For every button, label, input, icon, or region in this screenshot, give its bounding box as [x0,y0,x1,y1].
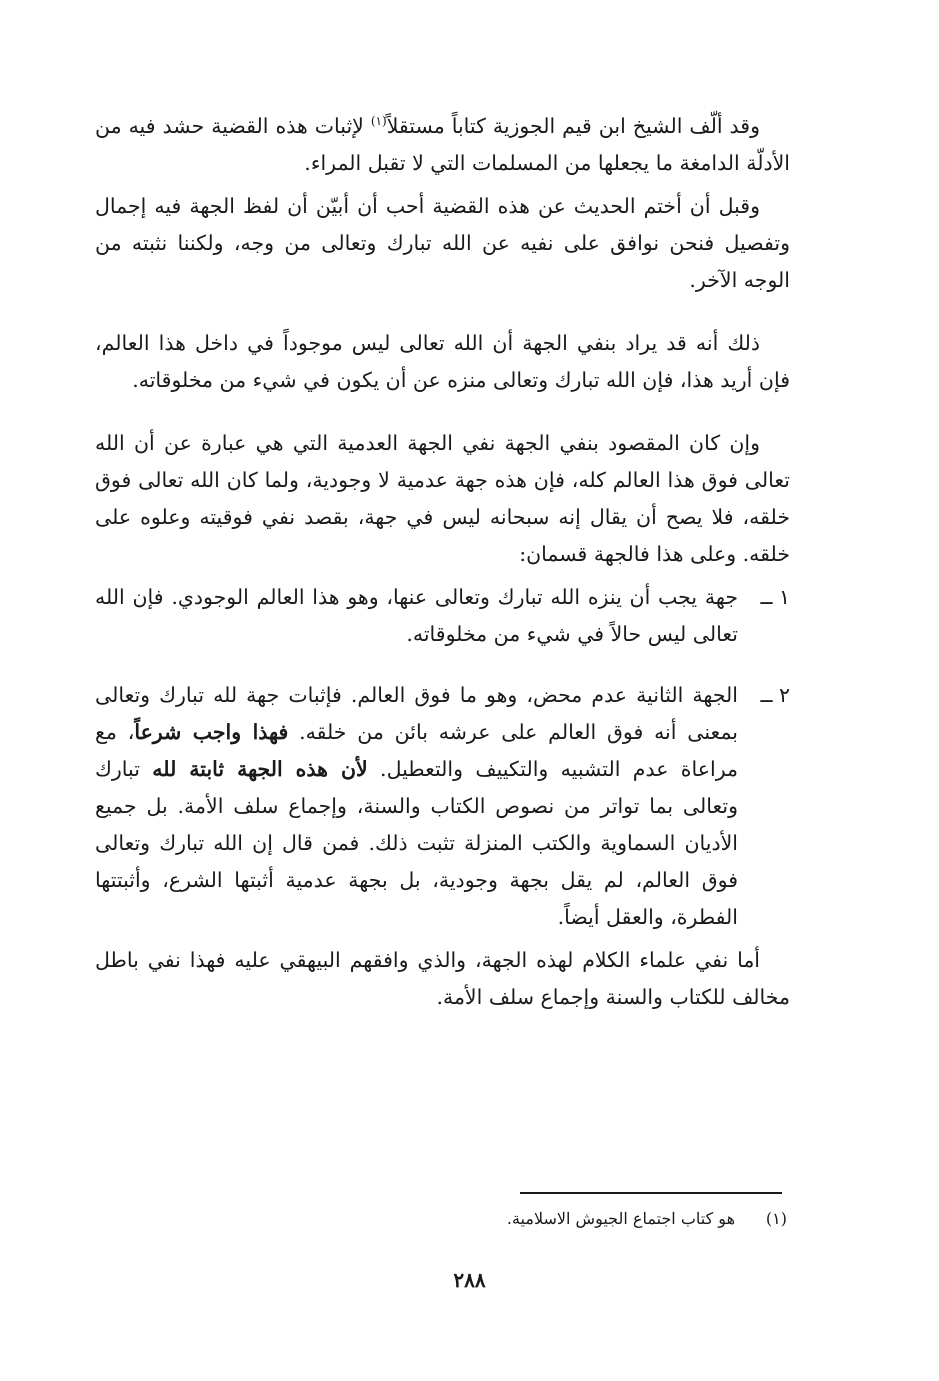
footnote-number: (١) [765,1209,787,1228]
paragraph-4: وإن كان المقصود بنفي الجهة نفي الجهة العدمية التي هي عبارة عن أن الله تعالى فوق هذا العالم كله، فإن هذه جهة عدمية لا وجودية، ولما كان الله تعالى فوق خلقه، فلا يصح أن يقال إنه سبحانه ليس في جهة، بقصد نفي فوقيته وعلوه على خلقه. وعلى هذا فالجهة قسمان: [95,431,790,566]
page-body [95,108,790,1348]
list-item-1-text: جهة يجب أن ينزه الله تبارك وتعالى عنها، وهو هذا العالم الوجودي. فإن الله تعالى ليس حالاً في شيء من مخلوقاته. [95,585,738,646]
list-item-2-number: ٢ ــ [760,683,790,707]
list-item-2-text [95,677,738,936]
paragraph-1-text-b: لإثبات هذه القضية حشد فيه من الأدلّة الدامغة ما يجعلها من المسلمات التي لا تقبل المراء. [95,114,790,175]
paragraph-3: ذلك أنه قد يراد بنفي الجهة أن الله تعالى ليس موجوداً في داخل هذا العالم، فإن أريد هذا، فإن الله تبارك وتعالى منزه عن أن يكون في شيء من مخلوقاته. [95,331,790,392]
list-item-2-text-a: الجهة الثانية عدم محض، وهو ما فوق العالم. فإثبات جهة لله تبارك وتعالى بمعنى أنه فوق العالم على عرشه بائن من خلقه. [95,683,738,744]
paragraph-5: أما نفي علماء الكلام لهذه الجهة، والذي وافقهم البيهقي عليه فهذا نفي باطل مخالف للكتاب والسنة وإجماع سلف الأمة. [95,948,790,1009]
list-item-2-bold-1: فهذا واجب شرعاً [134,720,289,744]
list-item-1 [95,579,790,653]
footnote-reference[interactable]: (١) [370,114,387,129]
footnote [507,1207,787,1231]
list-item-2-text-c: ، مع مراعاة عدم التشبيه والتكييف والتعطيل. [95,720,739,781]
paragraph-2: وقبل أن أختم الحديث عن هذه القضية أحب أن أبيّن أن لفظ الجهة فيه إجمال وتفصيل فنحن نوافق على نفيه عن الله تبارك وتعالى من وجه، ولكننا نثبته من الوجه الآخر. [95,194,790,292]
paragraph-1-text-a: وقد ألّف الشيخ ابن قيم الجوزية كتاباً مستقلاً [386,114,760,138]
footnote-divider [520,1192,782,1194]
list-item-1-number: ١ ــ [760,585,790,609]
list-item-2 [95,677,790,936]
list-item-2-text-d: تبارك وتعالى بما تواتر من نصوص الكتاب والسنة، وإجماع سلف الأمة. بل جميع الأديان السماوية والكتب المنزلة تثبت ذلك. فمن قال إن الله تبارك وتعالى فوق العالم، لم يقل بجهة وجودية، بل بجهة عدمية أثبتها الشرع، وأثبتتها الفطرة، والعقل أيضاً. [95,757,738,929]
paragraph-1 [95,108,790,182]
footnote-text: هو كتاب اجتماع الجيوش الاسلامية. [506,1209,735,1228]
page-number: ٢٨٨ [453,1268,486,1292]
list-item-2-bold-2: لأن هذه الجهة ثابتة لله [152,757,368,781]
